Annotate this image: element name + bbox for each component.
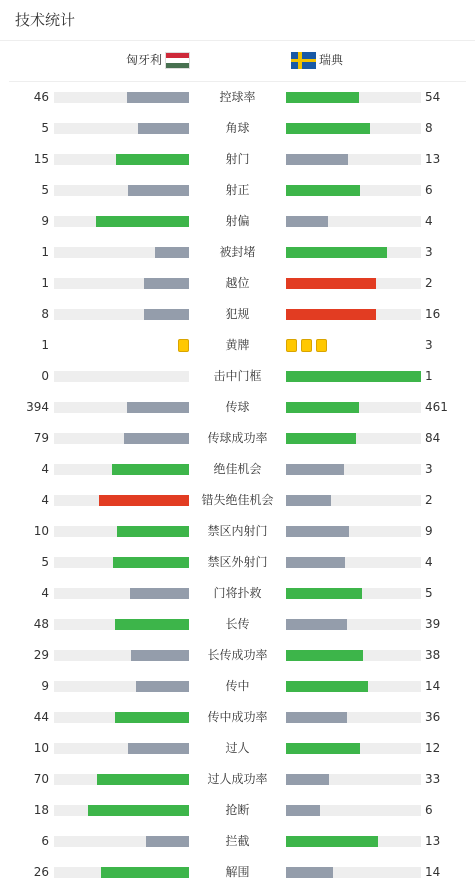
away-bar-track [286, 402, 421, 413]
home-bar-track [54, 433, 189, 444]
stat-label: 禁区内射门 [207, 524, 268, 538]
home-bar-track [54, 650, 189, 661]
away-bar-fill [286, 588, 362, 599]
home-bar-fill [128, 185, 189, 196]
away-bar-fill [286, 402, 359, 413]
away-stat-value: 13 [425, 834, 441, 848]
home-stat-value: 46 [33, 90, 49, 104]
home-stat-value: 394 [26, 400, 49, 414]
away-team-name: 瑞典 [319, 53, 344, 67]
stat-label: 绝佳机会 [213, 462, 262, 476]
away-bar-fill [286, 805, 320, 816]
away-stat-value: 54 [425, 90, 441, 104]
away-bar-fill [286, 650, 363, 661]
home-bar-fill [99, 495, 189, 506]
stat-label: 门将扑救 [213, 586, 262, 600]
stat-row [0, 857, 475, 888]
away-stat-value: 6 [425, 803, 433, 817]
stat-row [0, 609, 475, 640]
home-stat-value: 70 [33, 772, 49, 786]
home-stat-value: 9 [41, 214, 49, 228]
away-bar-track [286, 774, 421, 785]
away-bar-fill [286, 216, 328, 227]
home-bar-track [54, 557, 189, 568]
home-team-name: 匈牙利 [125, 53, 162, 67]
stat-row [0, 392, 475, 423]
away-stat-value: 6 [425, 183, 433, 197]
away-bar-fill [286, 371, 421, 382]
away-bar-fill [286, 774, 329, 785]
home-stat-value: 15 [33, 152, 49, 166]
stat-row [0, 764, 475, 795]
away-bar-fill [286, 681, 368, 692]
away-bar-track [286, 216, 421, 227]
stat-label: 传球 [225, 400, 250, 414]
away-bar-fill [286, 92, 359, 103]
home-stat-value: 44 [33, 710, 49, 724]
home-bar-fill [136, 681, 189, 692]
stat-row [0, 144, 475, 175]
home-stat-value: 26 [33, 865, 49, 879]
stat-label: 射正 [225, 183, 250, 197]
stat-row [0, 826, 475, 857]
stat-row [0, 82, 475, 113]
home-bar-fill [130, 588, 189, 599]
home-bar-fill [144, 278, 189, 289]
away-bar-track [286, 743, 421, 754]
home-yellow-cards [178, 339, 189, 352]
home-stat-value: 8 [41, 307, 49, 321]
away-stat-value: 3 [425, 245, 433, 259]
away-bar-fill [286, 526, 349, 537]
stat-row [0, 268, 475, 299]
away-bar-track [286, 123, 421, 134]
stat-label: 拦截 [225, 834, 250, 848]
away-bar-track [286, 619, 421, 630]
stat-label: 抢断 [225, 803, 250, 817]
home-bar-fill [101, 867, 189, 878]
home-stat-value: 4 [41, 493, 49, 507]
home-stat-value: 5 [41, 121, 49, 135]
stat-label: 错失绝佳机会 [201, 493, 274, 507]
away-bar-track [286, 464, 421, 475]
home-bar-track [54, 154, 189, 165]
away-bar-track [286, 154, 421, 165]
away-bar-track [286, 371, 421, 382]
stat-row [0, 175, 475, 206]
home-stat-value: 6 [41, 834, 49, 848]
away-stat-value: 14 [425, 865, 441, 879]
away-bar-track [286, 526, 421, 537]
stat-row [0, 485, 475, 516]
stat-label: 角球 [225, 121, 250, 135]
home-bar-fill [88, 805, 189, 816]
stat-row [0, 113, 475, 144]
stat-row [0, 702, 475, 733]
away-stat-value: 3 [425, 462, 433, 476]
home-bar-track [54, 681, 189, 692]
away-bar-fill [286, 557, 345, 568]
home-bar-track [54, 619, 189, 630]
home-stat-value: 48 [33, 617, 49, 631]
home-bar-track [54, 774, 189, 785]
away-stat-value: 1 [425, 369, 433, 383]
yellow-card-icon [316, 339, 327, 352]
home-bar-track [54, 464, 189, 475]
away-stat-value: 13 [425, 152, 441, 166]
away-bar-track [286, 805, 421, 816]
stat-label: 射门 [225, 152, 250, 166]
away-bar-fill [286, 743, 360, 754]
home-stat-value: 1 [41, 245, 49, 259]
away-stat-value: 12 [425, 741, 441, 755]
away-stat-value: 9 [425, 524, 433, 538]
away-bar-track [286, 92, 421, 103]
away-stat-value: 461 [425, 400, 448, 414]
home-bar-track [54, 309, 189, 320]
home-bar-fill [115, 619, 189, 630]
home-stat-value: 29 [33, 648, 49, 662]
yellow-card-icon [178, 339, 189, 352]
home-bar-fill [144, 309, 189, 320]
away-bar-fill [286, 278, 376, 289]
home-stat-value: 0 [41, 369, 49, 383]
away-stat-value: 4 [425, 555, 433, 569]
away-bar-fill [286, 154, 348, 165]
page-title: 技术统计 [15, 11, 76, 29]
home-bar-fill [115, 712, 189, 723]
stat-row [0, 299, 475, 330]
stat-row [0, 640, 475, 671]
stat-label: 被封堵 [219, 245, 256, 259]
stat-label: 传中 [225, 679, 250, 693]
stat-row [0, 795, 475, 826]
stat-label: 越位 [225, 276, 250, 290]
home-bar-fill [127, 92, 189, 103]
away-stat-value: 38 [425, 648, 441, 662]
home-stat-value: 9 [41, 679, 49, 693]
home-bar-fill [138, 123, 189, 134]
away-stat-value: 2 [425, 276, 433, 290]
home-bar-track [54, 836, 189, 847]
home-bar-track [54, 588, 189, 599]
away-bar-track [286, 650, 421, 661]
away-bar-fill [286, 464, 344, 475]
away-stat-value: 36 [425, 710, 441, 724]
stat-label: 犯规 [225, 307, 250, 321]
away-stat-value: 39 [425, 617, 441, 631]
away-stat-value: 84 [425, 431, 441, 445]
stat-label: 传球成功率 [207, 431, 268, 445]
home-stat-value: 18 [33, 803, 49, 817]
away-stat-value: 16 [425, 307, 441, 321]
stats-list [0, 82, 475, 888]
stat-row [0, 578, 475, 609]
stat-row [0, 733, 475, 764]
team-header [0, 49, 475, 73]
away-bar-fill [286, 433, 356, 444]
home-stat-value: 10 [33, 524, 49, 538]
yellow-card-icon [286, 339, 297, 352]
away-bar-fill [286, 247, 387, 258]
home-bar-track [54, 805, 189, 816]
away-bar-fill [286, 867, 333, 878]
away-bar-track [286, 712, 421, 723]
stat-label: 黄牌 [225, 338, 250, 352]
home-bar-fill [131, 650, 189, 661]
away-bar-fill [286, 712, 347, 723]
home-bar-fill [155, 247, 189, 258]
stat-label: 射偏 [225, 214, 250, 228]
home-stat-value: 1 [41, 338, 49, 352]
away-stat-value: 4 [425, 214, 433, 228]
home-stat-value: 5 [41, 183, 49, 197]
away-bar-track [286, 185, 421, 196]
away-bar-track [286, 867, 421, 878]
away-bar-track [286, 495, 421, 506]
home-bar-track [54, 247, 189, 258]
away-stat-value: 8 [425, 121, 433, 135]
away-bar-fill [286, 619, 347, 630]
stat-row [0, 206, 475, 237]
stat-label: 解围 [225, 865, 250, 879]
home-stat-value: 4 [41, 462, 49, 476]
away-bar-fill [286, 495, 331, 506]
away-stat-value: 14 [425, 679, 441, 693]
hungary-flag-icon [165, 52, 190, 69]
stat-row [0, 237, 475, 268]
away-stat-value: 5 [425, 586, 433, 600]
away-bar-track [286, 836, 421, 847]
stat-label: 控球率 [219, 90, 256, 104]
home-bar-fill [124, 433, 189, 444]
away-stat-value: 2 [425, 493, 433, 507]
home-bar-track [54, 371, 189, 382]
home-bar-track [54, 712, 189, 723]
stat-label: 过人成功率 [207, 772, 268, 786]
yellow-card-icon [301, 339, 312, 352]
home-bar-track [54, 526, 189, 537]
home-stat-value: 5 [41, 555, 49, 569]
stat-label: 长传 [225, 617, 250, 631]
away-stat-value: 3 [425, 338, 433, 352]
home-bar-fill [97, 774, 189, 785]
away-bar-fill [286, 123, 370, 134]
home-bar-track [54, 278, 189, 289]
home-stat-value: 10 [33, 741, 49, 755]
stat-row [0, 330, 475, 361]
away-bar-track [286, 278, 421, 289]
home-bar-fill [112, 464, 189, 475]
home-bar-track [54, 123, 189, 134]
home-bar-fill [127, 402, 189, 413]
home-bar-fill [146, 836, 189, 847]
away-bar-fill [286, 185, 360, 196]
stat-row [0, 516, 475, 547]
title-divider [0, 40, 475, 41]
home-stat-value: 79 [33, 431, 49, 445]
away-bar-track [286, 557, 421, 568]
home-bar-track [54, 185, 189, 196]
home-bar-track [54, 495, 189, 506]
stat-row [0, 547, 475, 578]
home-bar-track [54, 92, 189, 103]
away-bar-fill [286, 836, 378, 847]
home-stat-value: 1 [41, 276, 49, 290]
stat-row [0, 671, 475, 702]
home-bar-fill [128, 743, 189, 754]
home-bar-track [54, 743, 189, 754]
away-bar-track [286, 309, 421, 320]
home-bar-track [54, 867, 189, 878]
away-stat-value: 33 [425, 772, 441, 786]
stat-label: 过人 [225, 741, 250, 755]
stat-label: 击中门框 [213, 369, 262, 383]
stat-row [0, 361, 475, 392]
stat-row [0, 454, 475, 485]
home-stat-value: 4 [41, 586, 49, 600]
home-bar-track [54, 216, 189, 227]
away-bar-fill [286, 309, 376, 320]
home-bar-fill [117, 526, 189, 537]
sweden-flag-icon [291, 52, 316, 69]
home-bar-fill [96, 216, 189, 227]
stat-label: 传中成功率 [207, 710, 268, 724]
stat-row [0, 423, 475, 454]
home-bar-fill [113, 557, 189, 568]
stat-label: 长传成功率 [207, 648, 268, 662]
home-bar-fill [116, 154, 189, 165]
home-bar-track [54, 402, 189, 413]
stat-label: 禁区外射门 [207, 555, 268, 569]
away-yellow-cards [286, 339, 327, 352]
away-bar-track [286, 681, 421, 692]
away-bar-track [286, 247, 421, 258]
away-bar-track [286, 433, 421, 444]
away-bar-track [286, 588, 421, 599]
